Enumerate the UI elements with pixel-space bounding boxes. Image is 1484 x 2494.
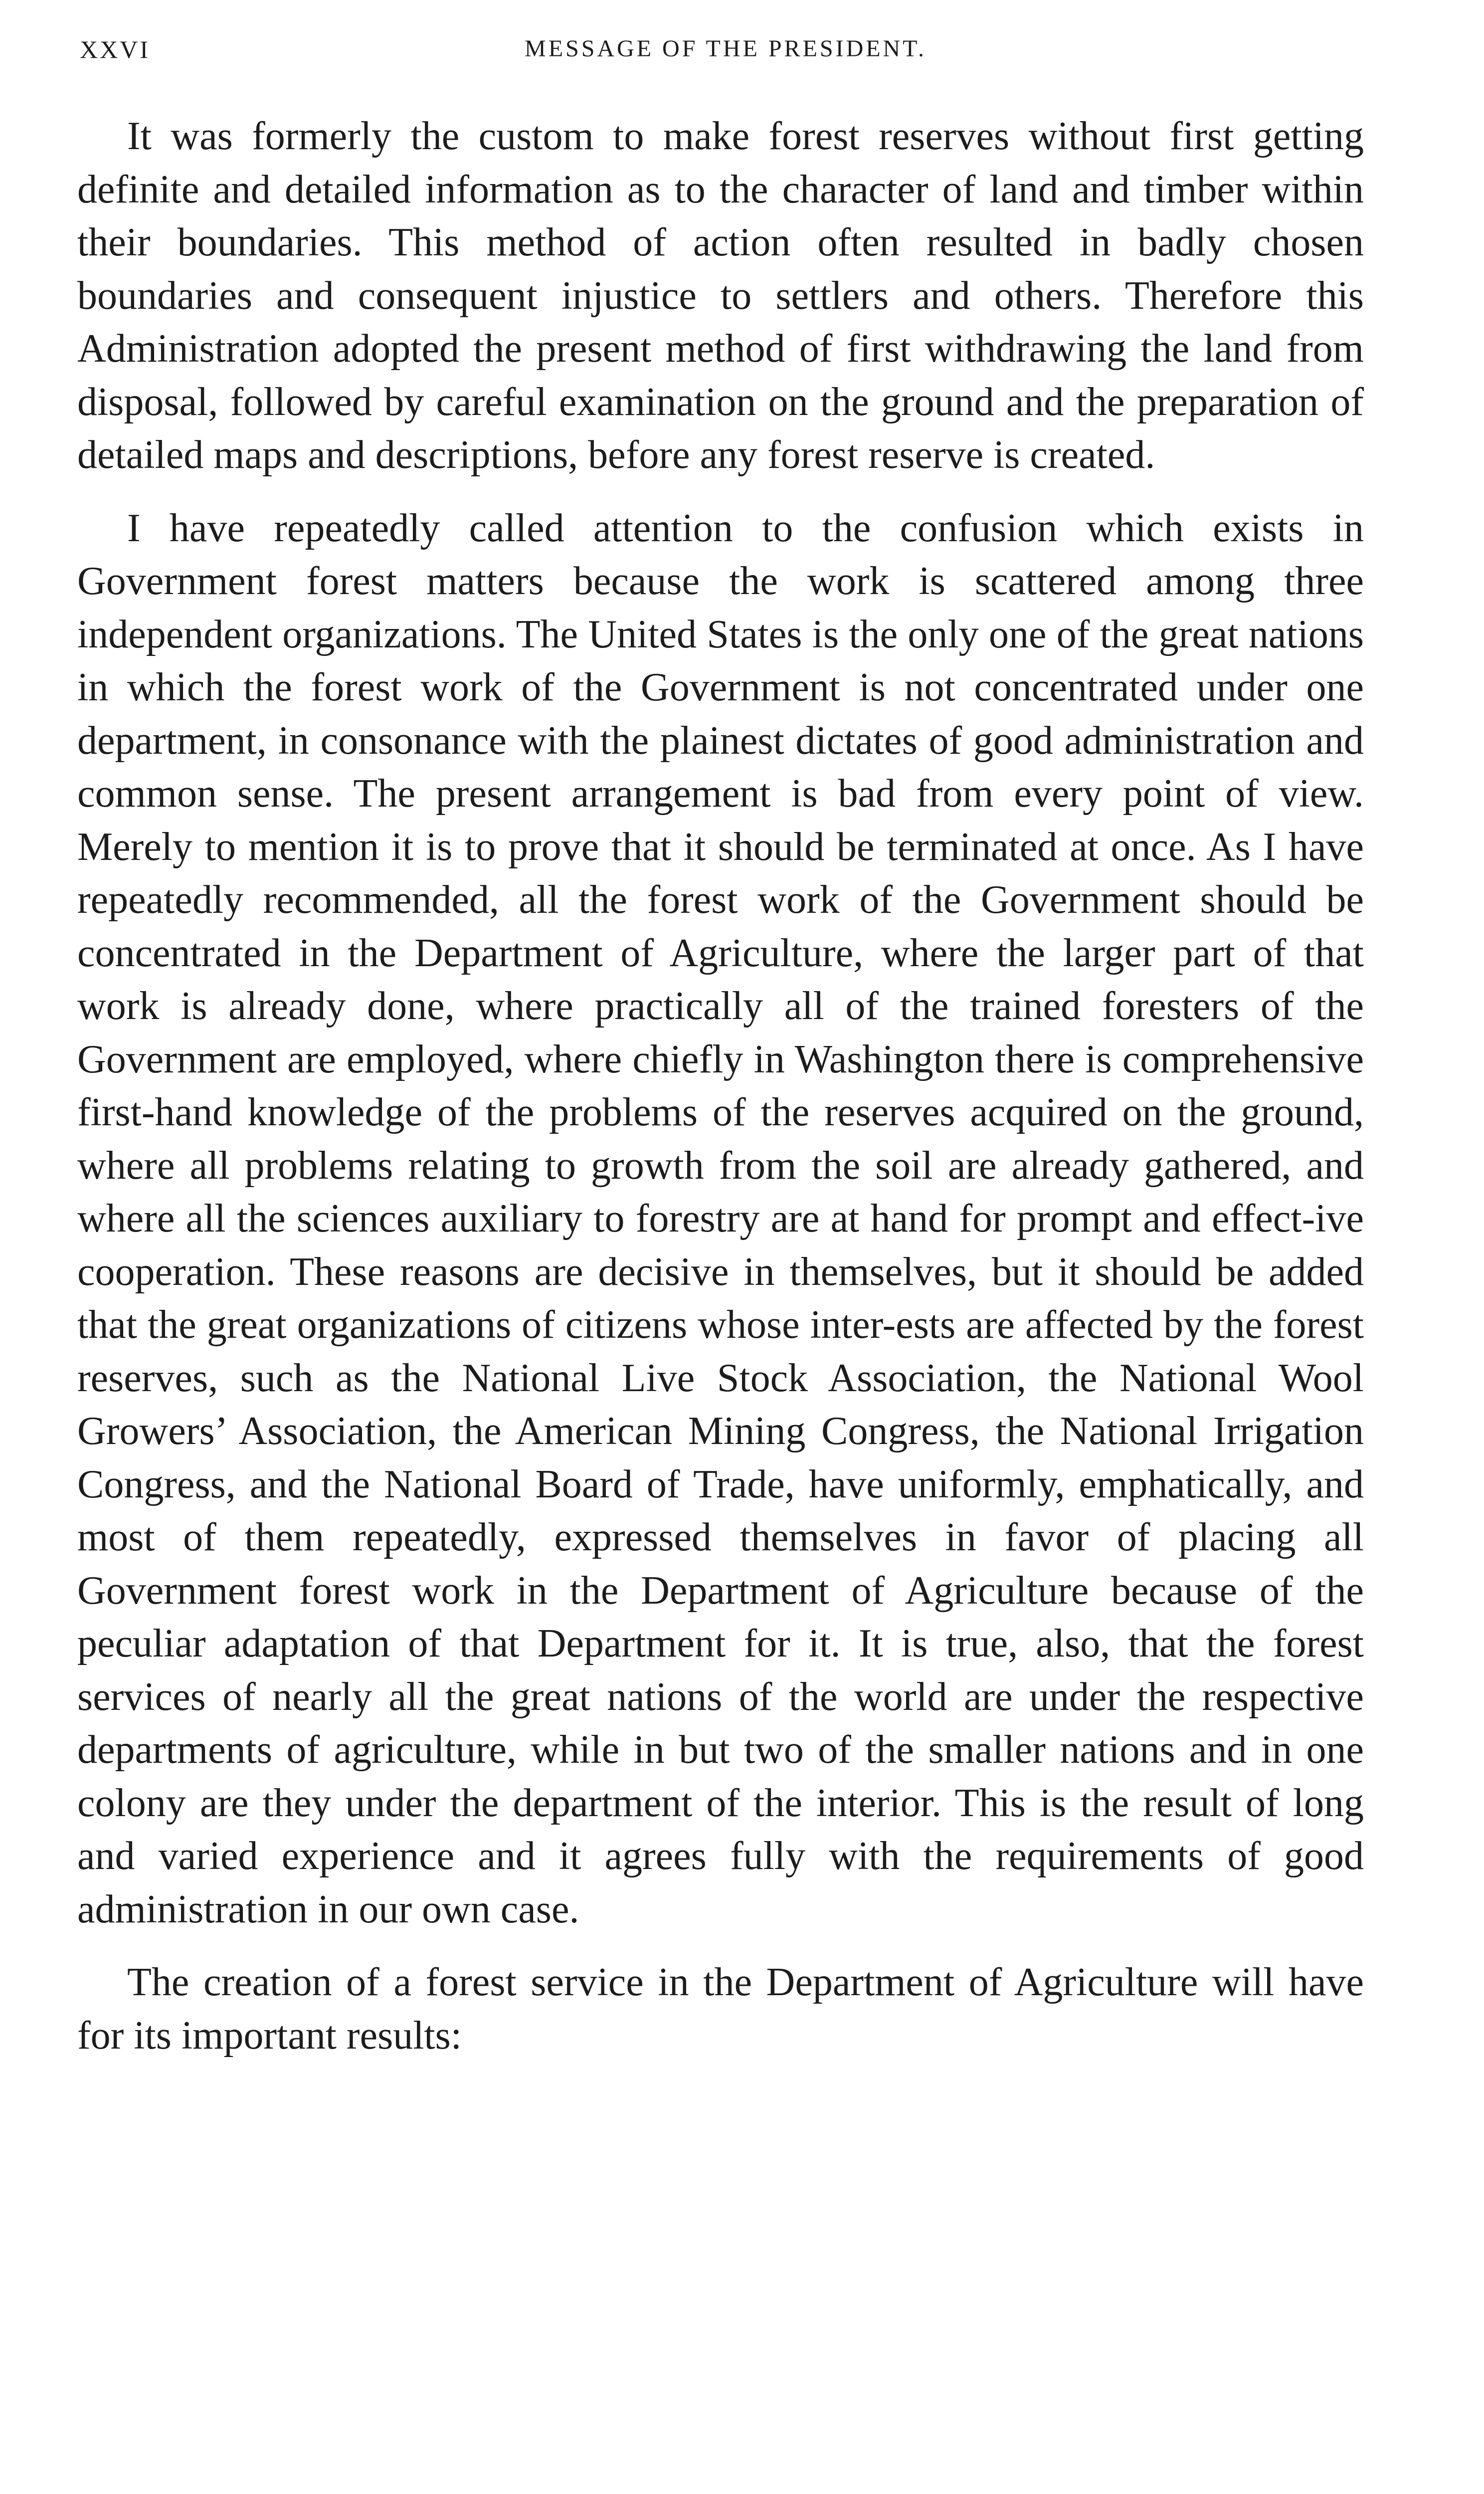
running-title: MESSAGE OF THE PRESIDENT.: [525, 35, 927, 62]
page-folio: XXVI: [80, 35, 150, 63]
paragraph-forest-reserves-custom: It was formerly the custom to make forest reserves without first getting definite and detailed information as to the character of land and timber within their boundaries. This method of action often resulted in badly chosen boundaries and consequent injustice to settlers and others. Therefore this Administration adopted the present method of first withdrawing the land from disposal, followed by careful examination on the ground and the preparation of detailed maps and descriptions, before any forest reserve is created.: [77, 114, 1364, 477]
body-text: [77, 110, 1364, 2062]
running-head: [80, 35, 1371, 75]
paragraph-forest-service-creation: The creation of a forest service in the Department of Agriculture will have for its important results:: [77, 1960, 1364, 2058]
paragraph-forest-work-confusion: I have repeatedly called attention to the confusion which exists in Government forest matters because the work is scattered among three independent organizations. The United States is the only one of the great nations in which the forest work of the Government is not concentrated under one department, in consonance with the plainest dictates of good administration and common sense. The present arrangement is bad from every point of view. Merely to mention it is to prove that it should be terminated at once. As I have repeatedly recommended, all the forest work of the Government should be concentrated in the Department of Agriculture, where the larger part of that work is already done, where practically all of the trained foresters of the Government are employed, where chiefly in Washington there is comprehensive first-hand knowledge of the problems of the reserves acquired on the ground, where all problems relating to growth from the soil are already gathered, and where all the sciences auxiliary to forestry are at hand for prompt and effect-ive cooperation. These reasons are decisive in themselves, but it should be added that the great organizations of citizens whose inter-ests are affected by the forest reserves, such as the National Live Stock Association, the National Wool Growers’ Association, the American Mining Congress, the National Irrigation Congress, and the National Board of Trade, have uniformly, emphatically, and most of them repeatedly, expressed themselves in favor of placing all Government forest work in the Department of Agriculture because of the peculiar adaptation of that Department for it. It is true, also, that the forest services of nearly all the great nations of the world are under the respective departments of agriculture, while in but two of the smaller nations and in one colony are they under the department of the interior. This is the result of long and varied experience and it agrees fully with the requirements of good administration in our own case.: [77, 506, 1364, 1931]
